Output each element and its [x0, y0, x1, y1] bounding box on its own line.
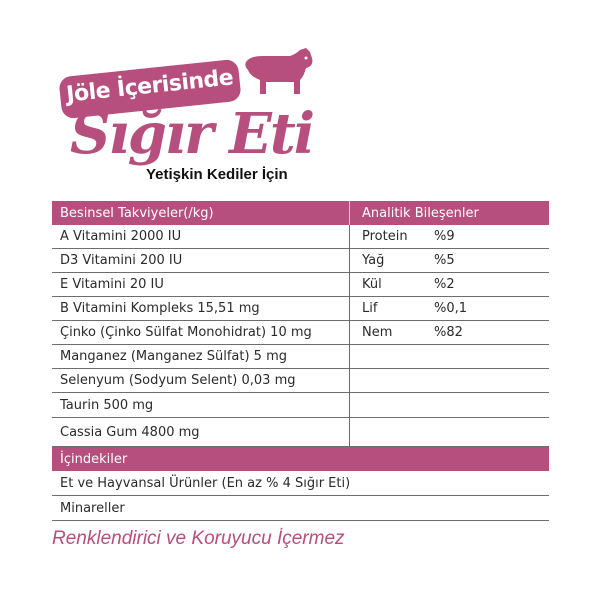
analytic-cell	[350, 273, 549, 296]
analytic-name: Lif	[362, 301, 378, 316]
table-row	[52, 418, 549, 447]
ingredient-row: Et ve Hayvansal Ürünler (En az % 4 Sığır Eti)	[52, 471, 549, 496]
analytic-value: %0,1	[434, 301, 468, 316]
logo-line1: Jöle İçerisinde	[65, 65, 235, 108]
header-supplements: Besinsel Takviyeler(/kg)	[52, 201, 350, 225]
supplement-cell: D3 Vitamini 200 IU	[52, 249, 350, 272]
analytic-cell	[350, 393, 549, 417]
table-row	[52, 393, 549, 418]
ingredient-row: Minareller	[52, 496, 549, 521]
logo-line2: Sığır Eti	[70, 101, 313, 167]
footer-note: Renklendirici ve Koruyucu İçermez	[52, 528, 345, 549]
supplement-cell: Cassia Gum 4800 mg	[52, 418, 350, 446]
analytic-value: %9	[434, 229, 455, 244]
analytic-name: Yağ	[362, 253, 385, 268]
table-row	[52, 321, 549, 345]
analytic-cell	[350, 225, 549, 248]
product-logo	[60, 44, 320, 194]
analytic-cell	[350, 369, 549, 392]
supplement-cell: B Vitamini Kompleks 15,51 mg	[52, 297, 350, 320]
table-header	[52, 201, 549, 225]
header-analytics: Analitik Bileşenler	[362, 205, 479, 221]
analytic-cell	[350, 297, 549, 320]
analytic-cell	[350, 418, 549, 446]
table-row	[52, 369, 549, 393]
analytic-cell	[350, 345, 549, 368]
table-row	[52, 249, 549, 273]
supplement-cell: Manganez (Manganez Sülfat) 5 mg	[52, 345, 350, 368]
supplement-cell: Selenyum (Sodyum Selent) 0,03 mg	[52, 369, 350, 392]
ingredients-header: İçindekiler	[52, 447, 549, 471]
analytic-cell	[350, 321, 549, 344]
analytic-name: Protein	[362, 229, 408, 244]
supplement-cell: A Vitamini 2000 IU	[52, 225, 350, 248]
analytic-name: Kül	[362, 277, 382, 292]
nutrition-table	[52, 201, 549, 521]
logo-subtitle: Yetişkin Kediler İçin	[146, 166, 288, 183]
analytic-cell	[350, 249, 549, 272]
supplement-cell: E Vitamini 20 IU	[52, 273, 350, 296]
table-row	[52, 225, 549, 249]
analytic-value: %2	[434, 277, 455, 292]
cow-icon	[240, 44, 315, 99]
table-row	[52, 345, 549, 369]
analytic-value: %82	[434, 325, 463, 340]
table-row	[52, 273, 549, 297]
supplement-cell: Taurin 500 mg	[52, 393, 350, 417]
table-row	[52, 297, 549, 321]
supplement-cell: Çinko (Çinko Sülfat Monohidrat) 10 mg	[52, 321, 350, 344]
analytic-value: %5	[434, 253, 455, 268]
analytic-name: Nem	[362, 325, 393, 340]
